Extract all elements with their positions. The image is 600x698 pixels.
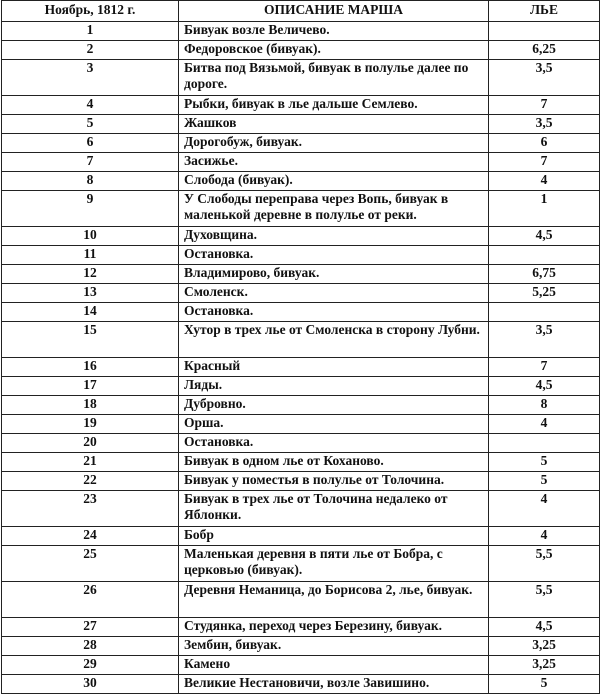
header-row bbox=[2, 1, 600, 22]
table-row bbox=[2, 637, 600, 656]
distance-cell: 5,5 bbox=[489, 582, 600, 618]
table-row bbox=[2, 227, 600, 246]
header-distance: ЛЬЕ bbox=[489, 1, 600, 22]
table-row bbox=[2, 172, 600, 191]
description-cell: Великие Нестановичи, возле Завишино. bbox=[179, 675, 489, 694]
day-cell: 16 bbox=[2, 358, 179, 377]
table-row bbox=[2, 546, 600, 582]
distance-cell: 5 bbox=[489, 472, 600, 491]
day-cell: 19 bbox=[2, 415, 179, 434]
day-cell: 21 bbox=[2, 453, 179, 472]
distance-cell: 4 bbox=[489, 527, 600, 546]
description-cell: Хутор в трех лье от Смоленска в сторону Лубни. bbox=[179, 322, 489, 358]
distance-cell bbox=[489, 246, 600, 265]
table-row bbox=[2, 415, 600, 434]
description-cell: Дубровно. bbox=[179, 396, 489, 415]
table-row bbox=[2, 491, 600, 527]
day-cell: 28 bbox=[2, 637, 179, 656]
day-cell: 30 bbox=[2, 675, 179, 694]
table-row bbox=[2, 22, 600, 41]
distance-cell bbox=[489, 303, 600, 322]
table-row bbox=[2, 60, 600, 96]
table-row bbox=[2, 322, 600, 358]
description-cell: Орша. bbox=[179, 415, 489, 434]
description-cell: Остановка. bbox=[179, 246, 489, 265]
distance-cell: 4 bbox=[489, 415, 600, 434]
day-cell: 15 bbox=[2, 322, 179, 358]
description-cell: Федоровское (бивуак). bbox=[179, 41, 489, 60]
table-row bbox=[2, 377, 600, 396]
table-row bbox=[2, 96, 600, 115]
day-cell: 7 bbox=[2, 153, 179, 172]
table-row bbox=[2, 134, 600, 153]
day-cell: 24 bbox=[2, 527, 179, 546]
distance-cell: 5,5 bbox=[489, 546, 600, 582]
description-cell: Остановка. bbox=[179, 303, 489, 322]
day-cell: 27 bbox=[2, 618, 179, 637]
distance-cell: 1 bbox=[489, 191, 600, 227]
day-cell: 10 bbox=[2, 227, 179, 246]
day-cell: 25 bbox=[2, 546, 179, 582]
description-cell: Маленькая деревня в пяти лье от Бобра, с церковью (бивуак). bbox=[179, 546, 489, 582]
table-row bbox=[2, 284, 600, 303]
distance-cell: 7 bbox=[489, 358, 600, 377]
distance-cell: 8 bbox=[489, 396, 600, 415]
distance-cell: 7 bbox=[489, 153, 600, 172]
distance-cell: 3,5 bbox=[489, 60, 600, 96]
day-cell: 8 bbox=[2, 172, 179, 191]
description-cell: Слобода (бивуак). bbox=[179, 172, 489, 191]
description-cell: Зембин, бивуак. bbox=[179, 637, 489, 656]
day-cell: 17 bbox=[2, 377, 179, 396]
description-cell: Камено bbox=[179, 656, 489, 675]
distance-cell: 7 bbox=[489, 96, 600, 115]
description-cell: Бивуак в трех лье от Толочина недалеко от Яблонки. bbox=[179, 491, 489, 527]
table-row bbox=[2, 265, 600, 284]
description-cell: Смоленск. bbox=[179, 284, 489, 303]
table-row bbox=[2, 358, 600, 377]
distance-cell bbox=[489, 434, 600, 453]
day-cell: 23 bbox=[2, 491, 179, 527]
distance-cell: 5 bbox=[489, 675, 600, 694]
table-row bbox=[2, 656, 600, 675]
distance-cell: 6,25 bbox=[489, 41, 600, 60]
distance-cell: 5,25 bbox=[489, 284, 600, 303]
table-row bbox=[2, 472, 600, 491]
day-cell: 9 bbox=[2, 191, 179, 227]
table-row bbox=[2, 453, 600, 472]
day-cell: 18 bbox=[2, 396, 179, 415]
description-cell: Владимирово, бивуак. bbox=[179, 265, 489, 284]
day-cell: 13 bbox=[2, 284, 179, 303]
description-cell: Остановка. bbox=[179, 434, 489, 453]
day-cell: 29 bbox=[2, 656, 179, 675]
distance-cell: 4,5 bbox=[489, 618, 600, 637]
description-cell: Студянка, переход через Березину, бивуак. bbox=[179, 618, 489, 637]
distance-cell: 6,75 bbox=[489, 265, 600, 284]
description-cell: У Слободы переправа через Вопь, бивуак в маленькой деревне в полулье от реки. bbox=[179, 191, 489, 227]
table-row bbox=[2, 434, 600, 453]
header-description: ОПИСАНИЕ МАРША bbox=[179, 1, 489, 22]
day-cell: 14 bbox=[2, 303, 179, 322]
day-cell: 6 bbox=[2, 134, 179, 153]
table-row bbox=[2, 303, 600, 322]
description-cell: Бивуак у поместья в полулье от Толочина. bbox=[179, 472, 489, 491]
description-cell: Духовщина. bbox=[179, 227, 489, 246]
description-cell: Рыбки, бивуак в лье дальше Семлево. bbox=[179, 96, 489, 115]
day-cell: 1 bbox=[2, 22, 179, 41]
march-table bbox=[1, 0, 600, 694]
day-cell: 26 bbox=[2, 582, 179, 618]
table-row bbox=[2, 527, 600, 546]
day-cell: 12 bbox=[2, 265, 179, 284]
distance-cell: 4 bbox=[489, 172, 600, 191]
table-row bbox=[2, 675, 600, 694]
description-cell: Ляды. bbox=[179, 377, 489, 396]
table-row bbox=[2, 396, 600, 415]
distance-cell: 4,5 bbox=[489, 227, 600, 246]
table-row bbox=[2, 246, 600, 265]
description-cell: Дорогобуж, бивуак. bbox=[179, 134, 489, 153]
table-row bbox=[2, 153, 600, 172]
description-cell: Бобр bbox=[179, 527, 489, 546]
description-cell: Засижье. bbox=[179, 153, 489, 172]
distance-cell: 3,25 bbox=[489, 656, 600, 675]
day-cell: 20 bbox=[2, 434, 179, 453]
table-row bbox=[2, 191, 600, 227]
distance-cell: 4 bbox=[489, 491, 600, 527]
day-cell: 5 bbox=[2, 115, 179, 134]
table-row bbox=[2, 582, 600, 618]
day-cell: 11 bbox=[2, 246, 179, 265]
distance-cell: 3,5 bbox=[489, 115, 600, 134]
distance-cell: 6 bbox=[489, 134, 600, 153]
distance-cell: 3,5 bbox=[489, 322, 600, 358]
header-date: Ноябрь, 1812 г. bbox=[2, 1, 179, 22]
day-cell: 22 bbox=[2, 472, 179, 491]
day-cell: 3 bbox=[2, 60, 179, 96]
table-row bbox=[2, 618, 600, 637]
distance-cell: 3,25 bbox=[489, 637, 600, 656]
distance-cell bbox=[489, 22, 600, 41]
table-row bbox=[2, 41, 600, 60]
description-cell: Битва под Вязьмой, бивуак в полулье далее по дороге. bbox=[179, 60, 489, 96]
distance-cell: 4,5 bbox=[489, 377, 600, 396]
distance-cell: 5 bbox=[489, 453, 600, 472]
description-cell: Жашков bbox=[179, 115, 489, 134]
description-cell: Бивуак в одном лье от Коханово. bbox=[179, 453, 489, 472]
day-cell: 4 bbox=[2, 96, 179, 115]
description-cell: Красный bbox=[179, 358, 489, 377]
description-cell: Деревня Неманица, до Борисова 2, лье, бивуак. bbox=[179, 582, 489, 618]
table-row bbox=[2, 115, 600, 134]
description-cell: Бивуак возле Величево. bbox=[179, 22, 489, 41]
day-cell: 2 bbox=[2, 41, 179, 60]
